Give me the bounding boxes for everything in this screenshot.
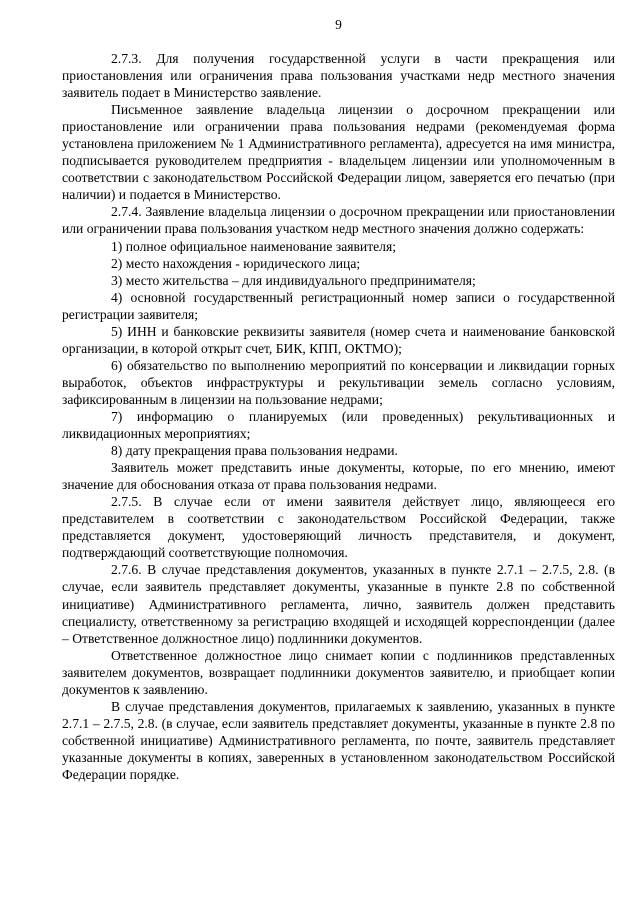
list-item-8: 8) дату прекращения права пользования недрами. [111,443,398,459]
paragraph-2-7-6: 2.7.6. В случае представления документов, указанных в пункте 2.7.1 – 2.7.5, 2.8. (в случае, если заявитель представляет документы, указанные в пункте 2.8 по собственной инициативе) Административного регламента, лично, заявитель должен представить специалисту, ответственному за регистрацию входящей и исходящей корреспонденции (далее – Ответственное должностное лицо) подлинники документов. [62,562,615,646]
paragraph-2-7-5: 2.7.5. В случае если от имени заявителя действует лицо, являющееся его представителем в соответствии с законодательством Российской Федерации, также представляется документ, удостоверяющий личность представителя, и документ, подтверждающий соответствующие полномочия. [62,494,615,561]
paragraph-by-mail: В случае представления документов, прилагаемых к заявлению, указанных в пункте 2.7.1 – 2.7.5, 2.8. (в случае, если заявитель представляет документы, указанные в пункте 2.8 по собственной инициативе) Административного регламента, по почте, заявитель представляет указанные документы в копиях, заверенных в установленном законодательством Российской Федерации порядке. [62,698,615,782]
paragraph-written-application: Письменное заявление владельца лицензии о досрочном прекращении или приостановление или ограничении права пользования недрами (рекомендуемая форма установлена приложением № 1 Административного регламента), адресуется на имя министра, подписывается руководителем предприятия - владельцем лицензии или уполномоченным в соответствии с законодательством Российской Федерации лицом, заверяется его печатью (при наличии) и подается в Министерство. [62,102,615,203]
list-item-5: 5) ИНН и банковские реквизиты заявителя (номер счета и наименование банковской организации, в которой открыт счет, БИК, КПП, ОКТМО); [62,323,615,356]
list-item-2: 2) место нахождения - юридического лица; [111,255,361,271]
list-item-3: 3) место жительства – для индивидуального предпринимателя; [111,272,476,288]
paragraph-2-7-3: 2.7.3. Для получения государственной услуги в части прекращения или приостановления или ограничения права пользования участками недр местного значения заявитель подает в Министерство заявление. [62,51,615,101]
document-page [62,16,615,783]
page-number: 9 [335,17,342,32]
paragraph-2-7-4: 2.7.4. Заявление владельца лицензии о досрочном прекращении или приостановлении или ограничении права пользования участком недр местного значения должно содержать: [62,204,615,237]
paragraph-copies: Ответственное должностное лицо снимает копии с подлинников представленных заявителем документов, возвращает подлинники документов заявителю, и приобщает копии документов к заявлению. [62,647,615,697]
list-item-1: 1) полное официальное наименование заявителя; [111,238,396,254]
list-item-7: 7) информацию о планируемых (или проведенных) рекультивационных и ликвидационных мероприятиях; [62,408,615,442]
list-item-6: 6) обязательство по выполнению мероприятий по консервации и ликвидации горных выработок, объектов инфраструктуры и рекультивации земель согласно условиям, зафиксированным в лицензии на пользование недрами; [62,357,615,407]
list-item-4: 4) основной государственный регистрационный номер записи о государственной регистрации заявителя; [62,289,615,322]
paragraph-other-documents: Заявитель может представить иные документы, которые, по его мнению, имеют значение для обоснования отказа от права пользования недрами. [62,460,615,493]
